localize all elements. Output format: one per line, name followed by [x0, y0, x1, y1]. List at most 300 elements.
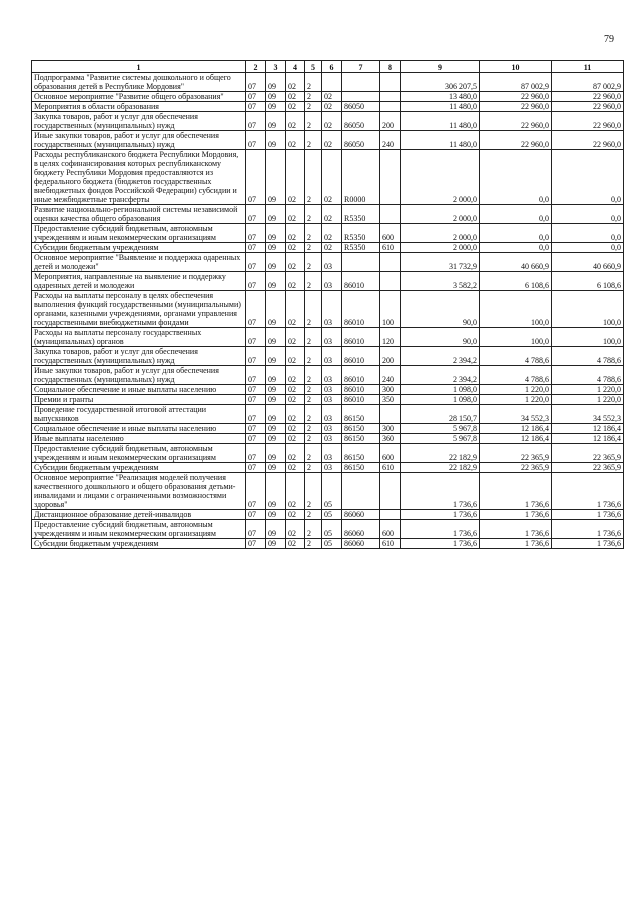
direction-code-cell: 86150: [342, 405, 380, 424]
amount-cell-col9: 90,0: [401, 328, 480, 347]
amount-cell-col10: 22 365,9: [480, 463, 552, 473]
direction-code-cell: 86050: [342, 131, 380, 150]
section-code-cell: 07: [246, 272, 266, 291]
row-name-cell: Закупка товаров, работ и услуг для обеспечения государственных (муниципальных) нужд: [32, 347, 246, 366]
section-code-cell: 07: [246, 150, 266, 205]
amount-cell-col11: 4 788,6: [552, 347, 624, 366]
amount-cell-col9: 28 150,7: [401, 405, 480, 424]
table-row: [32, 328, 624, 347]
subprogram-code-cell: 2: [305, 150, 322, 205]
amount-cell-col11: 100,0: [552, 291, 624, 328]
expense-type-cell: [380, 73, 401, 92]
table-row: [32, 444, 624, 463]
row-name-cell: Субсидии бюджетным учреждениям: [32, 463, 246, 473]
row-name-cell: Премии и гранты: [32, 395, 246, 405]
program-code-cell: 02: [286, 73, 305, 92]
amount-cell-col10: 1 736,6: [480, 520, 552, 539]
amount-cell-col11: 1 736,6: [552, 510, 624, 520]
amount-cell-col10: 0,0: [480, 205, 552, 224]
row-name-cell: Иные закупки товаров, работ и услуг для обеспечения государственных (муниципальных) нужд: [32, 131, 246, 150]
program-code-cell: 02: [286, 463, 305, 473]
table-row: [32, 347, 624, 366]
amount-cell-col10: 22 960,0: [480, 131, 552, 150]
amount-cell-col9: 1 098,0: [401, 385, 480, 395]
amount-cell-col10: 34 552,3: [480, 405, 552, 424]
row-name-cell: Мероприятия в области образования: [32, 102, 246, 112]
row-name-cell: Социальное обеспечение и иные выплаты населению: [32, 424, 246, 434]
amount-cell-col9: 2 000,0: [401, 150, 480, 205]
section-code-cell: 07: [246, 395, 266, 405]
subsection-code-cell: 09: [266, 385, 286, 395]
expense-type-cell: 200: [380, 112, 401, 131]
direction-code-cell: 86060: [342, 510, 380, 520]
activity-code-cell: 02: [322, 150, 342, 205]
amount-cell-col10: 1 736,6: [480, 539, 552, 549]
amount-cell-col11: 34 552,3: [552, 405, 624, 424]
program-code-cell: 02: [286, 473, 305, 510]
subsection-code-cell: 09: [266, 92, 286, 102]
expense-type-cell: 300: [380, 385, 401, 395]
table-row: [32, 243, 624, 253]
subsection-code-cell: 09: [266, 205, 286, 224]
activity-code-cell: 03: [322, 385, 342, 395]
program-code-cell: 02: [286, 328, 305, 347]
amount-cell-col10: 0,0: [480, 224, 552, 243]
section-code-cell: 07: [246, 205, 266, 224]
expense-type-cell: 240: [380, 366, 401, 385]
table-row: [32, 520, 624, 539]
subsection-code-cell: 09: [266, 328, 286, 347]
subprogram-code-cell: 2: [305, 328, 322, 347]
expense-type-cell: 610: [380, 463, 401, 473]
section-code-cell: 07: [246, 328, 266, 347]
amount-cell-col11: 6 108,6: [552, 272, 624, 291]
table-row: [32, 539, 624, 549]
subprogram-code-cell: 2: [305, 205, 322, 224]
column-header: 3: [266, 61, 286, 73]
amount-cell-col9: 11 480,0: [401, 102, 480, 112]
section-code-cell: 07: [246, 444, 266, 463]
activity-code-cell: 03: [322, 366, 342, 385]
activity-code-cell: 02: [322, 224, 342, 243]
program-code-cell: 02: [286, 434, 305, 444]
activity-code-cell: 03: [322, 272, 342, 291]
program-code-cell: 02: [286, 424, 305, 434]
table-row: [32, 385, 624, 395]
activity-code-cell: 03: [322, 444, 342, 463]
program-code-cell: 02: [286, 385, 305, 395]
subsection-code-cell: 09: [266, 73, 286, 92]
subsection-code-cell: 09: [266, 102, 286, 112]
activity-code-cell: 03: [322, 291, 342, 328]
direction-code-cell: [342, 473, 380, 510]
amount-cell-col10: 100,0: [480, 328, 552, 347]
subprogram-code-cell: 2: [305, 385, 322, 395]
budget-table: [31, 60, 624, 549]
direction-code-cell: 86010: [342, 385, 380, 395]
table-row: [32, 291, 624, 328]
subsection-code-cell: 09: [266, 520, 286, 539]
table-row: [32, 272, 624, 291]
amount-cell-col10: 87 002,9: [480, 73, 552, 92]
table-header-row: [32, 61, 624, 73]
activity-code-cell: 05: [322, 539, 342, 549]
amount-cell-col9: 2 394,2: [401, 366, 480, 385]
subprogram-code-cell: 2: [305, 395, 322, 405]
direction-code-cell: 86010: [342, 395, 380, 405]
row-name-cell: Закупка товаров, работ и услуг для обеспечения государственных (муниципальных) нужд: [32, 112, 246, 131]
row-name-cell: Подпрограмма "Развитие системы дошкольного и общего образования детей в Республике Мордовия": [32, 73, 246, 92]
amount-cell-col11: 0,0: [552, 243, 624, 253]
subprogram-code-cell: 2: [305, 434, 322, 444]
amount-cell-col9: 22 182,9: [401, 463, 480, 473]
subsection-code-cell: 09: [266, 510, 286, 520]
amount-cell-col11: 87 002,9: [552, 73, 624, 92]
direction-code-cell: R5350: [342, 224, 380, 243]
section-code-cell: 07: [246, 224, 266, 243]
subsection-code-cell: 09: [266, 243, 286, 253]
table-row: [32, 395, 624, 405]
expense-type-cell: 600: [380, 444, 401, 463]
expense-type-cell: 360: [380, 434, 401, 444]
amount-cell-col10: 1 220,0: [480, 395, 552, 405]
activity-code-cell: 03: [322, 253, 342, 272]
direction-code-cell: R5350: [342, 205, 380, 224]
amount-cell-col10: 6 108,6: [480, 272, 552, 291]
amount-cell-col11: 1 220,0: [552, 395, 624, 405]
table-row: [32, 424, 624, 434]
subsection-code-cell: 09: [266, 272, 286, 291]
amount-cell-col10: 22 365,9: [480, 444, 552, 463]
table-row: [32, 150, 624, 205]
subsection-code-cell: 09: [266, 395, 286, 405]
activity-code-cell: 05: [322, 520, 342, 539]
direction-code-cell: [342, 92, 380, 102]
subprogram-code-cell: 2: [305, 112, 322, 131]
expense-type-cell: [380, 473, 401, 510]
amount-cell-col11: 22 960,0: [552, 92, 624, 102]
expense-type-cell: 120: [380, 328, 401, 347]
row-name-cell: Иные закупки товаров, работ и услуг для обеспечения государственных (муниципальных) нужд: [32, 366, 246, 385]
expense-type-cell: [380, 150, 401, 205]
row-name-cell: Социальное обеспечение и иные выплаты населению: [32, 385, 246, 395]
activity-code-cell: 03: [322, 395, 342, 405]
amount-cell-col11: 40 660,9: [552, 253, 624, 272]
activity-code-cell: 02: [322, 205, 342, 224]
subprogram-code-cell: 2: [305, 291, 322, 328]
amount-cell-col9: 11 480,0: [401, 131, 480, 150]
activity-code-cell: 02: [322, 112, 342, 131]
subsection-code-cell: 09: [266, 463, 286, 473]
amount-cell-col10: 1 736,6: [480, 510, 552, 520]
program-code-cell: 02: [286, 539, 305, 549]
subprogram-code-cell: 2: [305, 520, 322, 539]
subsection-code-cell: 09: [266, 539, 286, 549]
amount-cell-col11: 12 186,4: [552, 434, 624, 444]
program-code-cell: 02: [286, 112, 305, 131]
subprogram-code-cell: 2: [305, 444, 322, 463]
amount-cell-col10: 1 220,0: [480, 385, 552, 395]
column-header: 5: [305, 61, 322, 73]
program-code-cell: 02: [286, 150, 305, 205]
expense-type-cell: [380, 102, 401, 112]
table-row: [32, 224, 624, 243]
amount-cell-col9: 5 967,8: [401, 424, 480, 434]
amount-cell-col11: 4 788,6: [552, 366, 624, 385]
amount-cell-col9: 2 000,0: [401, 224, 480, 243]
amount-cell-col11: 22 960,0: [552, 131, 624, 150]
section-code-cell: 07: [246, 510, 266, 520]
amount-cell-col9: 1 736,6: [401, 473, 480, 510]
program-code-cell: 02: [286, 224, 305, 243]
column-header: 11: [552, 61, 624, 73]
subprogram-code-cell: 2: [305, 347, 322, 366]
amount-cell-col11: 1 736,6: [552, 473, 624, 510]
amount-cell-col11: 0,0: [552, 224, 624, 243]
amount-cell-col10: 4 788,6: [480, 347, 552, 366]
subsection-code-cell: 09: [266, 112, 286, 131]
expense-type-cell: [380, 205, 401, 224]
activity-code-cell: 03: [322, 347, 342, 366]
amount-cell-col9: 2 000,0: [401, 205, 480, 224]
direction-code-cell: R5350: [342, 243, 380, 253]
subsection-code-cell: 09: [266, 224, 286, 243]
subprogram-code-cell: 2: [305, 463, 322, 473]
amount-cell-col9: 5 967,8: [401, 434, 480, 444]
program-code-cell: 02: [286, 243, 305, 253]
program-code-cell: 02: [286, 510, 305, 520]
subsection-code-cell: 09: [266, 291, 286, 328]
direction-code-cell: [342, 253, 380, 272]
amount-cell-col11: 22 960,0: [552, 112, 624, 131]
program-code-cell: 02: [286, 272, 305, 291]
program-code-cell: 02: [286, 366, 305, 385]
direction-code-cell: 86010: [342, 366, 380, 385]
direction-code-cell: 86060: [342, 520, 380, 539]
column-header: 7: [342, 61, 380, 73]
section-code-cell: 07: [246, 539, 266, 549]
program-code-cell: 02: [286, 205, 305, 224]
subsection-code-cell: 09: [266, 405, 286, 424]
table-row: [32, 205, 624, 224]
expense-type-cell: [380, 92, 401, 102]
expense-type-cell: [380, 405, 401, 424]
activity-code-cell: 05: [322, 473, 342, 510]
section-code-cell: 07: [246, 102, 266, 112]
amount-cell-col11: 100,0: [552, 328, 624, 347]
amount-cell-col9: 2 000,0: [401, 243, 480, 253]
program-code-cell: 02: [286, 291, 305, 328]
activity-code-cell: [322, 73, 342, 92]
table-body: [32, 73, 624, 549]
amount-cell-col10: 1 736,6: [480, 473, 552, 510]
direction-code-cell: R0000: [342, 150, 380, 205]
row-name-cell: Расходы республиканского бюджета Республики Мордовия, в целях софинансирования которых республиканскому бюджету Республики Мордовия предоставляются из федерального бюджета (бюджетов государственных внебюджетных фондов Российской Федерации) субсидии и иные межбюджетные трансферты: [32, 150, 246, 205]
expense-type-cell: 610: [380, 539, 401, 549]
direction-code-cell: 86010: [342, 291, 380, 328]
subprogram-code-cell: 2: [305, 366, 322, 385]
row-name-cell: Развитие национально-региональной системы независимой оценки качества общего образования: [32, 205, 246, 224]
expense-type-cell: 600: [380, 224, 401, 243]
row-name-cell: Предоставление субсидий бюджетным, автономным учреждениям и иным некоммерческим организациям: [32, 444, 246, 463]
subprogram-code-cell: 2: [305, 510, 322, 520]
subprogram-code-cell: 2: [305, 73, 322, 92]
table-row: [32, 366, 624, 385]
expense-type-cell: [380, 510, 401, 520]
section-code-cell: 07: [246, 253, 266, 272]
amount-cell-col11: 22 960,0: [552, 102, 624, 112]
table-row: [32, 253, 624, 272]
row-name-cell: Предоставление субсидий бюджетным, автономным учреждениям и иным некоммерческим организациям: [32, 520, 246, 539]
amount-cell-col10: 40 660,9: [480, 253, 552, 272]
program-code-cell: 02: [286, 131, 305, 150]
expense-type-cell: [380, 253, 401, 272]
activity-code-cell: 02: [322, 92, 342, 102]
program-code-cell: 02: [286, 102, 305, 112]
table-row: [32, 73, 624, 92]
expense-type-cell: 600: [380, 520, 401, 539]
section-code-cell: 07: [246, 73, 266, 92]
subprogram-code-cell: 2: [305, 253, 322, 272]
row-name-cell: Предоставление субсидий бюджетным, автономным учреждениям и иным некоммерческим организациям: [32, 224, 246, 243]
section-code-cell: 07: [246, 92, 266, 102]
section-code-cell: 07: [246, 463, 266, 473]
subsection-code-cell: 09: [266, 253, 286, 272]
amount-cell-col11: 0,0: [552, 150, 624, 205]
row-name-cell: Основное мероприятие "Реализация моделей получения качественного дошкольного и общего образования детьми-инвалидами и лицами с ограниченными возможностями здоровья": [32, 473, 246, 510]
activity-code-cell: 03: [322, 424, 342, 434]
program-code-cell: 02: [286, 92, 305, 102]
amount-cell-col9: 31 732,9: [401, 253, 480, 272]
table-row: [32, 92, 624, 102]
column-header: 8: [380, 61, 401, 73]
program-code-cell: 02: [286, 253, 305, 272]
section-code-cell: 07: [246, 434, 266, 444]
row-name-cell: Субсидии бюджетным учреждениям: [32, 539, 246, 549]
column-header: 2: [246, 61, 266, 73]
amount-cell-col10: 100,0: [480, 291, 552, 328]
amount-cell-col10: 22 960,0: [480, 102, 552, 112]
amount-cell-col11: 22 365,9: [552, 463, 624, 473]
table-row: [32, 510, 624, 520]
activity-code-cell: 03: [322, 405, 342, 424]
column-header: 10: [480, 61, 552, 73]
amount-cell-col10: 12 186,4: [480, 434, 552, 444]
row-name-cell: Дистанционное образование детей-инвалидов: [32, 510, 246, 520]
amount-cell-col11: 1 220,0: [552, 385, 624, 395]
direction-code-cell: 86010: [342, 328, 380, 347]
amount-cell-col9: 90,0: [401, 291, 480, 328]
section-code-cell: 07: [246, 520, 266, 539]
amount-cell-col9: 306 207,5: [401, 73, 480, 92]
section-code-cell: 07: [246, 347, 266, 366]
row-name-cell: Основное мероприятие "Выявление и поддержка одаренных детей и молодежи": [32, 253, 246, 272]
subsection-code-cell: 09: [266, 150, 286, 205]
subsection-code-cell: 09: [266, 131, 286, 150]
subprogram-code-cell: 2: [305, 92, 322, 102]
subsection-code-cell: 09: [266, 473, 286, 510]
activity-code-cell: 03: [322, 463, 342, 473]
row-name-cell: Мероприятия, направленные на выявление и поддержку одаренных детей и молодежи: [32, 272, 246, 291]
column-header: 6: [322, 61, 342, 73]
amount-cell-col9: 13 480,0: [401, 92, 480, 102]
table-row: [32, 131, 624, 150]
subprogram-code-cell: 2: [305, 224, 322, 243]
activity-code-cell: 02: [322, 131, 342, 150]
table-row: [32, 463, 624, 473]
direction-code-cell: 86150: [342, 463, 380, 473]
section-code-cell: 07: [246, 112, 266, 131]
section-code-cell: 07: [246, 405, 266, 424]
program-code-cell: 02: [286, 444, 305, 463]
expense-type-cell: 200: [380, 347, 401, 366]
section-code-cell: 07: [246, 291, 266, 328]
amount-cell-col9: 1 098,0: [401, 395, 480, 405]
subprogram-code-cell: 2: [305, 272, 322, 291]
activity-code-cell: 05: [322, 510, 342, 520]
section-code-cell: 07: [246, 366, 266, 385]
direction-code-cell: 86050: [342, 102, 380, 112]
program-code-cell: 02: [286, 405, 305, 424]
direction-code-cell: 86150: [342, 434, 380, 444]
column-header: 9: [401, 61, 480, 73]
amount-cell-col10: 12 186,4: [480, 424, 552, 434]
table-row: [32, 112, 624, 131]
subsection-code-cell: 09: [266, 424, 286, 434]
subprogram-code-cell: 2: [305, 131, 322, 150]
subsection-code-cell: 09: [266, 366, 286, 385]
row-name-cell: Иные выплаты населению: [32, 434, 246, 444]
row-name-cell: Субсидии бюджетным учреждениям: [32, 243, 246, 253]
program-code-cell: 02: [286, 520, 305, 539]
row-name-cell: Расходы на выплаты персоналу в целях обеспечения выполнения функций государственными (муниципальными) органами, казенными учреждениями, органами управления государственными внебюджетными фондами: [32, 291, 246, 328]
direction-code-cell: [342, 73, 380, 92]
activity-code-cell: 02: [322, 243, 342, 253]
expense-type-cell: 100: [380, 291, 401, 328]
section-code-cell: 07: [246, 424, 266, 434]
amount-cell-col10: 0,0: [480, 150, 552, 205]
amount-cell-col9: 1 736,6: [401, 510, 480, 520]
table-row: [32, 434, 624, 444]
expense-type-cell: 350: [380, 395, 401, 405]
amount-cell-col9: 2 394,2: [401, 347, 480, 366]
row-name-cell: Основное мероприятие "Развитие общего образования": [32, 92, 246, 102]
direction-code-cell: 86060: [342, 539, 380, 549]
amount-cell-col9: 1 736,6: [401, 539, 480, 549]
subprogram-code-cell: 2: [305, 405, 322, 424]
amount-cell-col10: 0,0: [480, 243, 552, 253]
page-number: 79: [604, 34, 614, 45]
expense-type-cell: 300: [380, 424, 401, 434]
table-row: [32, 102, 624, 112]
subprogram-code-cell: 2: [305, 424, 322, 434]
amount-cell-col11: 1 736,6: [552, 539, 624, 549]
amount-cell-col9: 1 736,6: [401, 520, 480, 539]
section-code-cell: 07: [246, 243, 266, 253]
activity-code-cell: 03: [322, 434, 342, 444]
expense-type-cell: 240: [380, 131, 401, 150]
expense-type-cell: [380, 272, 401, 291]
amount-cell-col11: 22 365,9: [552, 444, 624, 463]
amount-cell-col11: 1 736,6: [552, 520, 624, 539]
direction-code-cell: 86050: [342, 112, 380, 131]
column-header: 1: [32, 61, 246, 73]
direction-code-cell: 86010: [342, 347, 380, 366]
section-code-cell: 07: [246, 131, 266, 150]
column-header: 4: [286, 61, 305, 73]
amount-cell-col10: 4 788,6: [480, 366, 552, 385]
program-code-cell: 02: [286, 347, 305, 366]
